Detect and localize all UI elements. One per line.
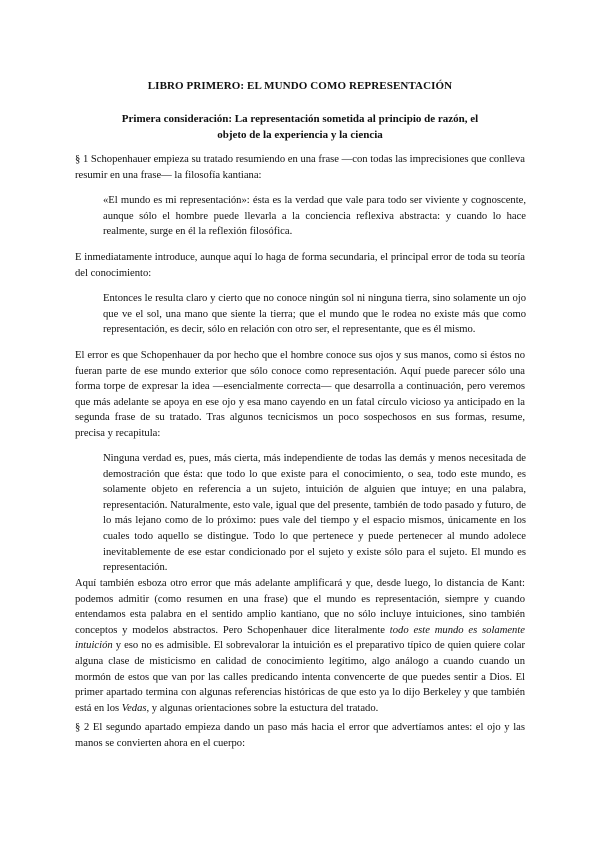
quote-sun-and-earth: Entonces le resulta claro y cierto que no conoce ningún sol ni ninguna tierra, sino solamente un ojo que ve el sol, una mano que siente la tierra; que el mundo que le rodea no existe más que como representación, es decir, sólo en relación con otro ser, el representante, que es él mismo.: [103, 293, 526, 336]
italic-quote: todo este mundo es solamente intuición: [75, 624, 525, 652]
quote-world-representation: «El mundo es mi representación»: ésta es la verdad que vale para todo ser viviente y cognoscente, aunque sólo el hombre puede llevarla a la conciencia reflexiva abstracta: y cuando lo hace realmente, surge en él la reflexión filosófica.: [103, 195, 526, 238]
paragraph-main-error: E inmediatamente introduce, aunque aquí lo haga de forma secundaria, el principal error de toda su teoría del conocimiento:: [75, 252, 525, 279]
italic-title-vedas: Vedas: [121, 702, 147, 714]
section-subtitle: Primera consideración: La representación sometida al principio de razón, el objeto de la experiencia y la ciencia: [121, 113, 479, 141]
paragraph-section-2: § 2 El segundo apartado empieza dando un paso más hacia el error que advertíamos antes: el ojo y las manos se convierten ahora en el cuerpo:: [75, 722, 525, 749]
paragraph-text: y eso no es admisible. El sobrevalorar la intuición es el preparativo típico de quien quiere colar alguna clase de misticismo en calidad de conocimiento legítimo, algo análogo a cuando cuando un mormón de estos que van por las calles predicando intenta convencerte de que puedes sentir a Dios. El primer apartado termina con algunas referencias históricas de que esto ya lo dijo Berkeley y que también está en los: [75, 640, 525, 714]
paragraph-eye-and-hand: El error es que Schopenhauer da por hecho que el hombre conoce sus ojos y sus manos, como si éstos no fueran parte de ese mundo exterior que sólo conoce como representación. Aquí puede parecer sólo una forma torpe de expresar la idea —esencialmente correcta— que desarrolla a continuación, pero veremos que más adelante se apoya en ese ojo y esa mano cayendo en un fatal círculo vicioso ya anticipado en la segunda frase de su tratado. Tras algunos tecnicismos un poco sospechosos en sus formas, resume, precisa y recapitula:: [75, 350, 525, 439]
paragraph-text: , y algunas orientaciones sobre la estuctura del tratado.: [146, 702, 379, 714]
book-title: LIBRO PRIMERO: EL MUNDO COMO REPRESENTACIÓN: [147, 80, 453, 92]
quote-no-truth-more-certain: Ninguna verdad es, pues, más cierta, más independiente de todas las demás y menos necesitada de demostración que ésta: que todo lo que existe para el conocimiento, o sea, todo este mundo, es solamente objeto en referencia a un sujeto, intuición de alguien que intuye; en una palabra, representación. Naturalmente, esto vale, igual que del presente, también de todo pasado y futuro, de lo más lejano como de lo próximo: pues vale del tiempo y el espacio mismos, únicamente en los cuales todo aquello se distingue. Todo lo que pertenece y puede pertenecer al mundo adolece inevitablemente de ese estar condicionado por el sujeto y existe sólo para el sujeto. El mundo es representación.: [103, 453, 526, 574]
paragraph-section-1-intro: § 1 Schopenhauer empieza su tratado resumiendo en una frase —con todas las imprecisiones que conlleva resumir en una frase— la filosofía kantiana:: [75, 154, 525, 181]
paragraph-text: Aquí también esboza otro error que más adelante amplificará y que, desde luego, lo distancia de Kant: podemos admitir (como resumen en una frase) que el mundo es representación, siempre y cuando entendamos esta palabra en el sentido amplio kantiano, que no sólo incluye intuiciones, sino también conceptos y modelos abstractos. Pero Schopenhauer dice literalmente: [75, 578, 525, 636]
paragraph-intuition-error: [75, 576, 525, 716]
